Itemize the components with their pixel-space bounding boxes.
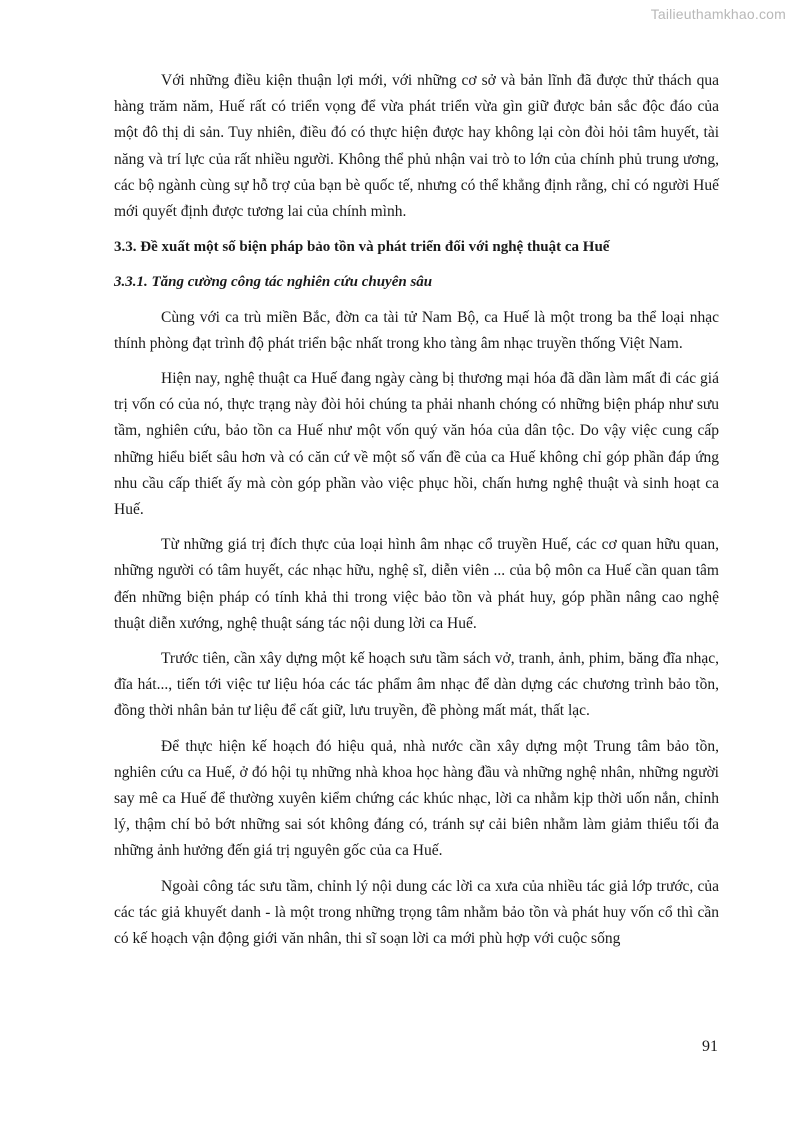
paragraph: Để thực hiện kế hoạch đó hiệu quả, nhà nước cần xây dựng một Trung tâm bảo tồn, nghiên cứu ca Huế, ở đó hội tụ những nhà khoa học hàng đầu và những nghệ nhân, những người say mê ca Huế để thường xuyên kiểm chứng các khúc nhạc, lời ca nhằm kịp thời uốn nắn, chỉnh lý, thậm chí bỏ bớt những sai sót không đáng có, tránh sự cải biên nhằm làm giảm thiểu tối đa những ảnh hưởng đến giá trị nguyên gốc của ca Huế. xyxy=(114,737,719,860)
paragraph: Trước tiên, cần xây dựng một kế hoạch sưu tầm sách vở, tranh, ảnh, phim, băng đĩa nhạc, đĩa hát..., tiến tới việc tư liệu hóa các tác phẩm âm nhạc để dàn dựng các chương trình bảo tồn, đồng thời nhân bản tư liệu để cất giữ, lưu truyền, đề phòng mất mát, thất lạc. xyxy=(114,650,719,720)
section-heading: 3.3. Đề xuất một số biện pháp bảo tồn và phát triển đối với nghệ thuật ca Huế xyxy=(114,239,610,256)
document-body xyxy=(114,68,719,961)
paragraph: Cùng với ca trù miền Bắc, đờn ca tài tử Nam Bộ, ca Huế là một trong ba thể loại nhạc thính phòng đạt trình độ phát triển bậc nhất trong kho tàng âm nhạc truyền thống Việt Nam. xyxy=(114,308,719,352)
paragraph: Hiện nay, nghệ thuật ca Huế đang ngày càng bị thương mại hóa đã dần làm mất đi các giá trị vốn có của nó, thực trạng này đòi hỏi chúng ta phải nhanh chóng có những biện pháp như sưu tầm, nghiên cứu, bảo tồn ca Huế như một vốn quý văn hóa của dân tộc. Do vậy việc cung cấp những hiểu biết sâu hơn và có căn cứ về một số vấn đề của ca Huế không chỉ góp phần đáp ứng nhu cầu cấp thiết ấy mà còn góp phần vào việc phục hồi, chấn hưng nghệ thuật và sinh hoạt ca Huế. xyxy=(114,370,719,519)
page-number: 91 xyxy=(702,1038,718,1055)
subsection-heading: 3.3.1. Tăng cường công tác nghiên cứu chuyên sâu xyxy=(114,274,433,291)
watermark: Tailieuthamkhao.com xyxy=(650,6,786,22)
paragraph-intro: Với những điều kiện thuận lợi mới, với những cơ sở và bản lĩnh đã được thử thách qua hàng trăm năm, Huế rất có triển vọng để vừa phát triển vừa gìn giữ được bản sắc độc đáo của một đô thị di sản. Tuy nhiên, điều đó có thực hiện được hay không lại còn đòi hỏi tâm huyết, tài năng và trí lực của rất nhiều người. Không thể phủ nhận vai trò to lớn của chính phủ trung ương, các bộ ngành cùng sự hỗ trợ của bạn bè quốc tế, nhưng có thể khẳng định rằng, chỉ có người Huế mới quyết định được tương lai của chính mình. xyxy=(114,72,719,221)
paragraph: Ngoài công tác sưu tầm, chỉnh lý nội dung các lời ca xưa của nhiều tác giả lớp trước, của các tác giả khuyết danh - là một trong những trọng tâm nhằm bảo tồn và phát huy vốn cổ thì cần có kế hoạch vận động giới văn nhân, thi sĩ soạn lời ca mới phù hợp với cuộc sống xyxy=(114,877,719,948)
paragraph: Từ những giá trị đích thực của loại hình âm nhạc cổ truyền Huế, các cơ quan hữu quan, những người có tâm huyết, các nhạc hữu, nghệ sĩ, diễn viên ... của bộ môn ca Huế cần quan tâm đến những biện pháp có tính khả thi trong việc bảo tồn và phát huy, góp phần nâng cao nghệ thuật diễn xướng, nghệ thuật sáng tác nội dung lời ca Huế. xyxy=(114,536,719,632)
